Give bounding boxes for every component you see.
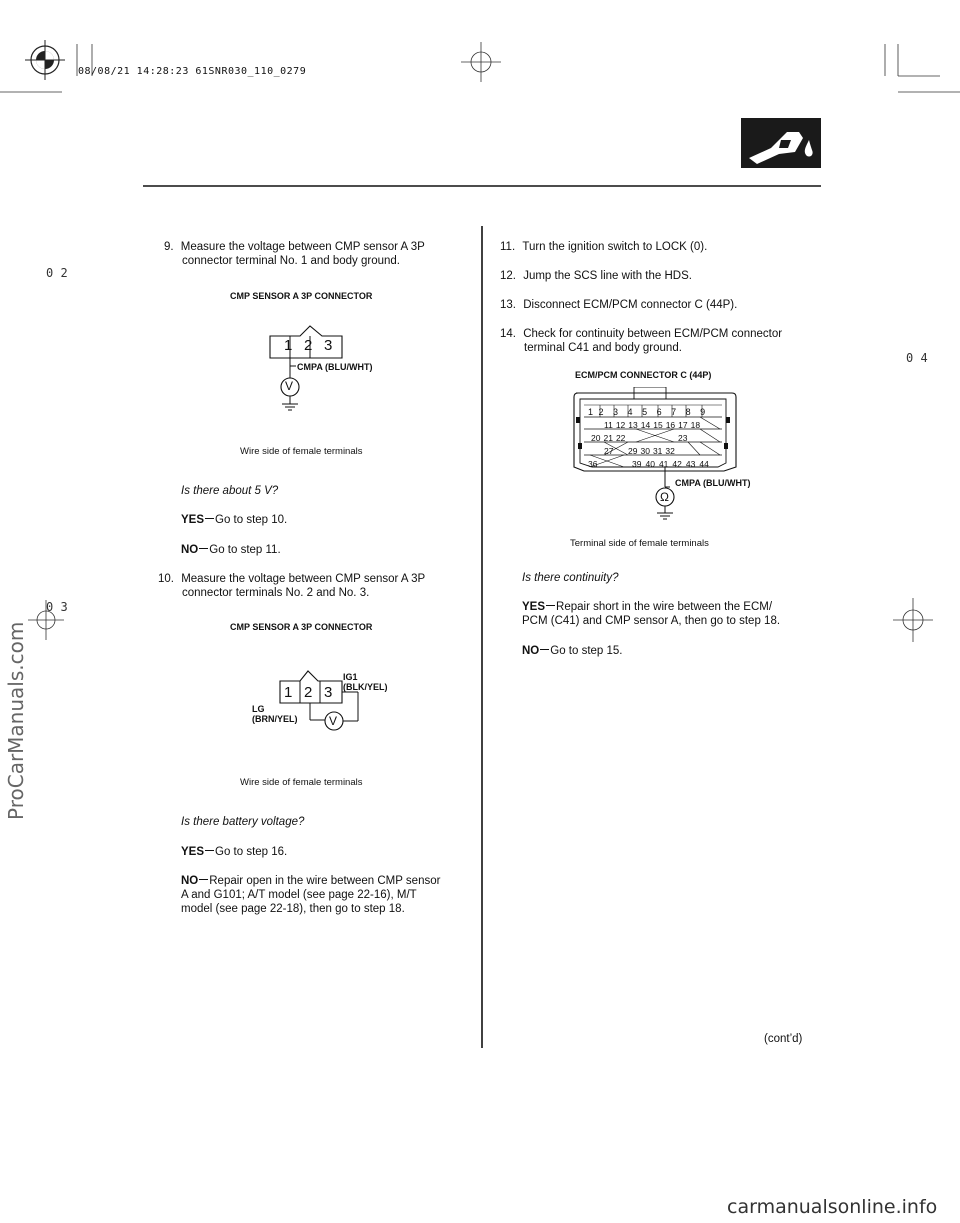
fig3-pin-14: 14 — [640, 420, 651, 430]
fig1-pin-2: 2 — [304, 337, 313, 354]
fig3-pin-20: 20 — [591, 433, 601, 443]
fig3-pin-5: 5 — [642, 407, 648, 417]
fig3-pin-7: 7 — [671, 407, 677, 417]
fig3-pin-36: 36 — [588, 459, 598, 469]
fig3-pin-2: 2 — [598, 407, 604, 417]
step-10-line2: connector terminals No. 2 and No. 3. — [182, 587, 370, 599]
no-3-text: Go to step 15. — [550, 645, 623, 657]
step-11-text: Turn the ignition switch to LOCK (0). — [522, 241, 708, 253]
step-11-number: 11. — [500, 241, 516, 253]
question-3: Is there continuity? — [522, 572, 619, 584]
fig3-title: ECM/PCM CONNECTOR C (44P) — [575, 370, 712, 380]
answer-yes-1 — [181, 513, 287, 527]
fig3-row5b — [632, 459, 709, 469]
fig3-pin-15: 15 — [653, 420, 663, 430]
fig1-pin-1: 1 — [284, 337, 293, 354]
fig3-pin-30: 30 — [640, 446, 650, 456]
step-14 — [500, 327, 782, 355]
fig3-pin-42: 42 — [672, 459, 682, 469]
no-1-text: Go to step 11. — [209, 544, 281, 556]
fig2-title: CMP SENSOR A 3P CONNECTOR — [230, 622, 373, 632]
fig2-lg-color: (BRN/YEL) — [252, 714, 298, 724]
side-mark-top-left: 0 2 — [46, 266, 68, 280]
fig3-pin-8: 8 — [685, 407, 691, 417]
step-10-number: 10. — [158, 573, 174, 585]
step-12 — [500, 269, 692, 283]
yes-2-text: Go to step 16. — [215, 846, 288, 858]
step-11 — [500, 240, 707, 254]
continued-note: (cont’d) — [764, 1033, 803, 1045]
fig2-pin-2: 2 — [304, 684, 313, 701]
fig3-row2 — [604, 420, 700, 430]
fig3-pin-41: 41 — [658, 459, 669, 469]
fig3-pin-32: 32 — [665, 446, 675, 456]
right-crosshair-icon — [893, 598, 933, 642]
fig3-pin-16: 16 — [665, 420, 676, 430]
fig3-pin-39: 39 — [632, 459, 642, 469]
yes-3-label: YES — [522, 601, 546, 613]
step-14-line2: terminal C41 and body ground. — [524, 342, 682, 354]
fig2-pin-1: 1 — [284, 684, 293, 701]
header-timestamp: 08/08/21 14:28:23 61SNR030_110_0279 — [78, 66, 307, 77]
fig3-row1 — [588, 407, 705, 417]
fig3-pin-43: 43 — [685, 459, 696, 469]
bottom-watermark: carmanualsonline.info — [727, 1196, 938, 1218]
fig1-caption: Wire side of female terminals — [240, 446, 363, 457]
fig3-pin-23: 23 — [678, 433, 688, 443]
fig3-pin-21: 21 — [603, 433, 613, 443]
no-2-line2: A and G101; A/T model (see page 22-16), M/T — [181, 889, 417, 901]
answer-no-2 — [181, 874, 440, 916]
fig2-voltmeter-icon: V — [329, 714, 338, 728]
fig1-pin-3: 3 — [324, 337, 333, 354]
fig3-pin-1: 1 — [588, 407, 594, 417]
fig3-pin-4: 4 — [627, 407, 633, 417]
no-1-label: NO — [181, 544, 199, 556]
step-10-line1: Measure the voltage between CMP sensor A 3P — [181, 573, 426, 585]
fig3-ohmmeter-icon: Ω — [660, 490, 669, 504]
step-9-line2: connector terminal No. 1 and body ground. — [182, 255, 400, 267]
yes-1-label: YES — [181, 514, 205, 526]
step-9 — [164, 240, 425, 268]
question-2: Is there battery voltage? — [181, 816, 305, 828]
fig3-pin-13: 13 — [628, 420, 638, 430]
step-13 — [500, 298, 737, 312]
side-mark-right: 0 4 — [906, 351, 928, 365]
fuel-nozzle-logo — [741, 118, 821, 168]
fig3-row4b — [628, 446, 675, 456]
fig1-wire-label: CMPA (BLU/WHT) — [297, 362, 373, 372]
fig1-title: CMP SENSOR A 3P CONNECTOR — [230, 291, 373, 301]
fig3-caption: Terminal side of female terminals — [570, 538, 709, 549]
side-mark-bottom-left: 0 3 — [46, 600, 68, 614]
fig3-pin-9: 9 — [700, 407, 706, 417]
fig3-pin-18: 18 — [690, 420, 701, 430]
vertical-watermark: ProCarManuals.com — [4, 621, 28, 820]
step-9-line1: Measure the voltage between CMP sensor A 3P — [180, 241, 425, 253]
answer-yes-3 — [522, 600, 780, 628]
step-12-number: 12. — [500, 270, 516, 282]
fig3-wire-label: CMPA (BLU/WHT) — [675, 478, 751, 488]
fig3-pin-17: 17 — [678, 420, 688, 430]
crosshair-target-icon — [25, 40, 65, 80]
fig2-caption: Wire side of female terminals — [240, 777, 363, 788]
no-2-line3: model (see page 22-18), then go to step 18. — [181, 903, 405, 915]
fig2-ig1-name: IG1 — [343, 672, 358, 682]
fig2-lg-label — [252, 704, 298, 724]
fig3-pin-6: 6 — [656, 407, 662, 417]
answer-no-1 — [181, 543, 281, 557]
no-2-label: NO — [181, 875, 199, 887]
fig3-pin-3: 3 — [613, 407, 619, 417]
yes-3-line1: Repair short in the wire between the ECM/ — [556, 601, 773, 613]
step-14-number: 14. — [500, 328, 516, 340]
yes-1-text: Go to step 10. — [215, 514, 288, 526]
fig1-voltmeter-icon: V — [285, 379, 294, 393]
fig2-lg-name: LG — [252, 704, 265, 714]
center-crosshair-icon — [461, 42, 501, 82]
step-12-text: Jump the SCS line with the HDS. — [523, 270, 692, 282]
step-9-number: 9. — [164, 241, 174, 253]
fig3-pin-11: 11 — [604, 420, 613, 430]
step-10 — [158, 572, 425, 600]
fig3-pin-40: 40 — [645, 459, 655, 469]
step-14-line1: Check for continuity between ECM/PCM connector — [523, 328, 783, 340]
fig3-pin-29: 29 — [628, 446, 638, 456]
answer-no-3 — [522, 644, 623, 658]
answer-yes-2 — [181, 845, 287, 859]
step-13-text: Disconnect ECM/PCM connector C (44P). — [523, 299, 738, 311]
question-1: Is there about 5 V? — [181, 485, 279, 497]
fig3-row3a — [591, 433, 625, 443]
step-13-number: 13. — [500, 299, 516, 311]
yes-2-label: YES — [181, 846, 205, 858]
fig2-pin-3: 3 — [324, 684, 333, 701]
fig3-pin-27: 27 — [604, 446, 614, 456]
no-3-label: NO — [522, 645, 540, 657]
fig3-pin-12: 12 — [615, 420, 626, 430]
fig3-pin-44: 44 — [699, 459, 709, 469]
fig3-pin-22: 22 — [615, 433, 626, 443]
no-2-line1: Repair open in the wire between CMP sensor — [209, 875, 441, 887]
yes-3-line2: PCM (C41) and CMP sensor A, then go to step 18. — [522, 615, 781, 627]
fig2-ig1-color: (BLK/YEL) — [343, 682, 388, 692]
fig2-ig1-label — [343, 672, 388, 692]
fig3-pin-31: 31 — [652, 446, 663, 456]
